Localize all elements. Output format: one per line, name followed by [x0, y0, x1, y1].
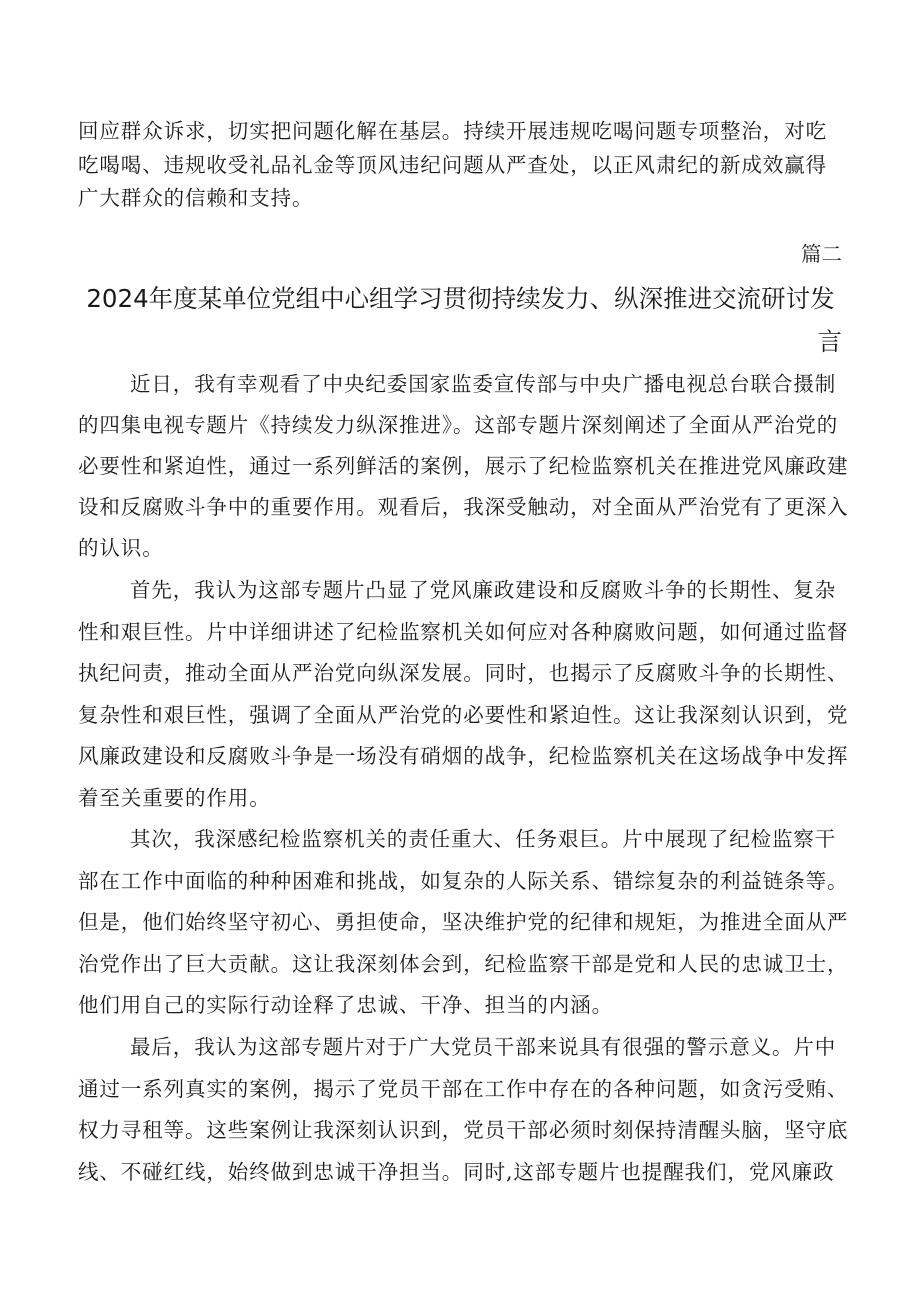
intro-line: 回应群众诉求，切实把问题化解在基层。持续开展违规吃喝问题专项整治，对吃: [78, 119, 827, 143]
paragraph-line: 首先，我认为这部专题片凸显了党风廉政建设和反腐败斗争的长期性、复杂: [130, 578, 837, 602]
paragraph-line: 线、不碰红线，始终做到忠诚干净担当。同时,这部专题片也提醒我们，党风廉政: [78, 1160, 835, 1184]
paragraph-line: 必要性和紧迫性，通过一系列鲜活的案例，展示了纪检监察机关在推进党风廉政建: [78, 454, 849, 478]
paragraph-line: 执纪问责，推动全面从严治党向纵深发展。同时，也揭示了反腐败斗争的长期性、: [78, 661, 849, 685]
paragraph-line: 性和艰巨性。片中详细讲述了纪检监察机关如何应对各种腐败问题，如何通过监督: [78, 620, 849, 644]
paragraph-line: 复杂性和艰巨性，强调了全面从严治党的必要性和紧迫性。这让我深刻认识到，党: [78, 703, 849, 727]
paragraph-line: 着至关重要的作用。: [78, 786, 271, 810]
paragraph-line: 风廉政建设和反腐败斗争是一场没有硝烟的战争，纪检监察机关在这场战争中发挥: [78, 744, 849, 768]
paragraph-line: 他们用自己的实际行动诠释了忠诚、干净、担当的内涵。: [78, 993, 613, 1017]
document-title-continuation: 言: [817, 327, 842, 356]
paragraph-line: 近日，我有幸观看了中央纪委国家监委宣传部与中央广播电视总台联合摄制: [130, 372, 837, 396]
paragraph-line: 的四集电视专题片《持续发力纵深推进》。这部专题片深刻阐述了全面从严治党的: [78, 413, 839, 437]
paragraph-line: 权力寻租等。这些案例让我深刻认识到，党员干部必须时刻保持清醒头脑，坚守底: [78, 1118, 849, 1142]
intro-line: 广大群众的信赖和支持。: [78, 186, 314, 210]
paragraph-line: 部在工作中面临的种种困难和挑战，如复杂的人际关系、错综复杂的利益链条等。: [78, 869, 849, 893]
paragraph-line: 通过一系列真实的案例，揭示了党员干部在工作中存在的各种问题，如贪污受贿、: [78, 1077, 849, 1101]
document-title: 2024年度某单位党组中心组学习贯彻持续发力、纵深推进交流研讨发: [86, 284, 835, 313]
paragraph-line: 最后，我认为这部专题片对于广大党员干部来说具有很强的警示意义。片中: [130, 1035, 837, 1059]
paragraph-line: 其次，我深感纪检监察机关的责任重大、任务艰巨。片中展现了纪检监察干: [130, 827, 837, 851]
section-label: 篇二: [801, 242, 842, 266]
paragraph-line: 的认识。: [78, 536, 164, 560]
paragraph-line: 设和反腐败斗争中的重要作用。观看后，我深受触动，对全面从严治党有了更深入: [78, 495, 849, 519]
intro-line: 吃喝喝、违规收受礼品礼金等顶风违纪问题从严查处，以正风肃纪的新成效赢得: [78, 153, 827, 177]
paragraph-line: 治党作出了巨大贡献。这让我深刻体会到，纪检监察干部是党和人民的忠诚卫士，: [78, 952, 849, 976]
paragraph-line: 但是，他们始终坚守初心、勇担使命，坚决维护党的纪律和规矩，为推进全面从严: [78, 910, 849, 934]
